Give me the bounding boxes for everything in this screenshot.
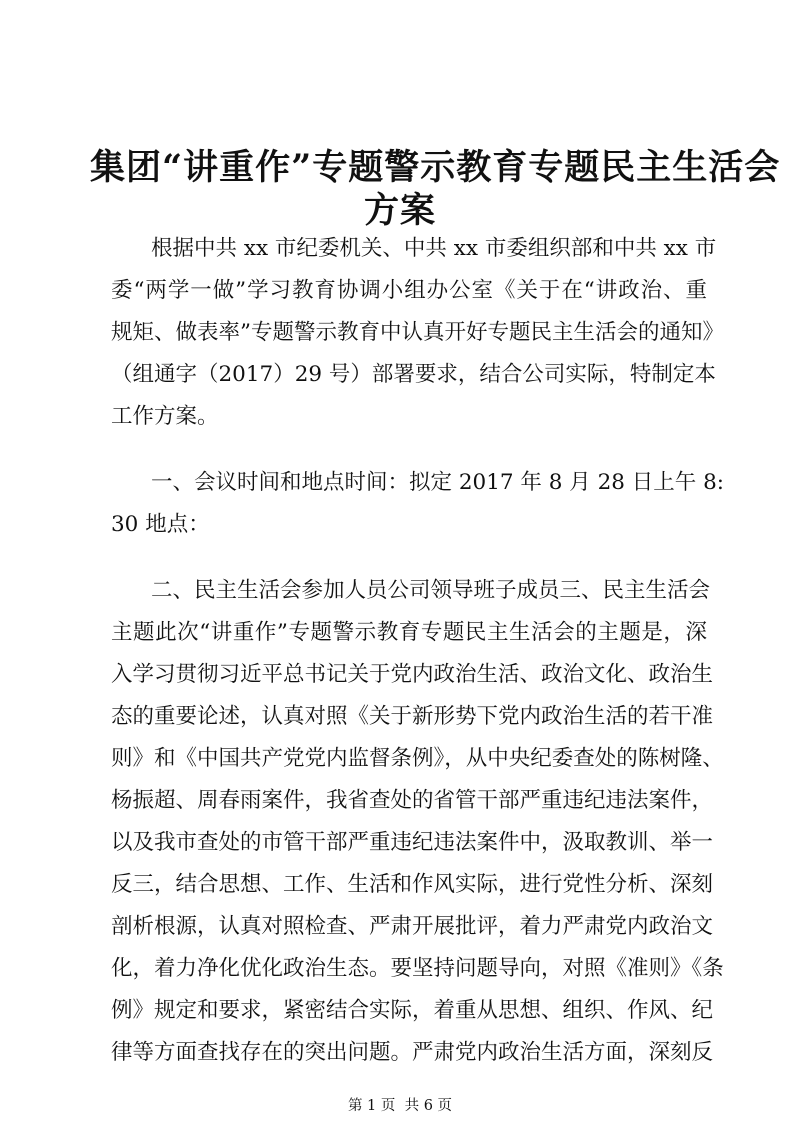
text-line: 剖析根源，认真对照检查、严肃开展批评，着力严肃党内政治文 — [111, 914, 714, 939]
document-title-line-1: 集团“讲重作”专题警示教育专题民主生活会 — [90, 147, 781, 188]
text-line: 30 地点： — [111, 512, 210, 537]
paragraph-spacer — [111, 438, 707, 462]
text-line: 主题此次“讲重作”专题警示教育专题民主生活会的主题是，深 — [111, 620, 707, 645]
text-line: 化，着力净化优化政治生态。要坚持问题导向，对照《准则》《条 — [111, 956, 724, 981]
text-line: 以及我市查处的市管干部严重违纪违法案件中，汲取教训、举一 — [111, 830, 714, 855]
text-line: 工作方案。 — [111, 404, 219, 429]
text-line: 委“两学一做”学习教育协调小组办公室《关于在“讲政治、重 — [111, 278, 707, 303]
paragraph-intro — [111, 228, 724, 438]
paragraph-meeting-time — [111, 462, 725, 546]
text-line: 根据中共 xx 市纪委机关、中共 xx 市委组织部和中共 xx 市 — [151, 236, 717, 261]
text-line: 态的重要论述，认真对照《关于新形势下党内政治生活的若干准 — [111, 704, 714, 729]
page-number-footer: 第 1 页 共 6 页 — [347, 1098, 453, 1114]
paragraph-spacer — [111, 546, 707, 570]
text-line: 二、民主生活会参加人员公司领导班子成员三、民主生活会 — [151, 578, 711, 603]
text-line: （组通字（2017）29 号）部署要求，结合公司实际，特制定本 — [111, 362, 716, 387]
document-title-line-2: 方案 — [363, 190, 436, 231]
text-line: 则》和《中国共产党党内监督条例》，从中央纪委查处的陈树隆、 — [111, 746, 724, 771]
paragraph-participants-theme — [111, 570, 724, 1074]
text-line: 入学习贯彻习近平总书记关于党内政治生活、政治文化、政治生 — [111, 662, 714, 687]
document-body — [111, 228, 725, 1074]
text-line: 一、会议时间和地点时间：拟定 2017 年 8 月 28 日上午 8: — [151, 470, 725, 495]
text-line: 反三，结合思想、工作、生活和作风实际，进行党性分析、深刻 — [111, 872, 714, 897]
text-line: 律等方面查找存在的突出问题。严肃党内政治生活方面，深刻反 — [111, 1040, 714, 1065]
text-line: 例》规定和要求，紧密结合实际，着重从思想、组织、作风、纪 — [111, 998, 714, 1023]
text-line: 杨振超、周春雨案件，我省查处的省管干部严重违纪违法案件， — [111, 788, 714, 813]
text-line: 规矩、做表率”专题警示教育中认真开好专题民主生活会的通知》 — [111, 320, 724, 345]
